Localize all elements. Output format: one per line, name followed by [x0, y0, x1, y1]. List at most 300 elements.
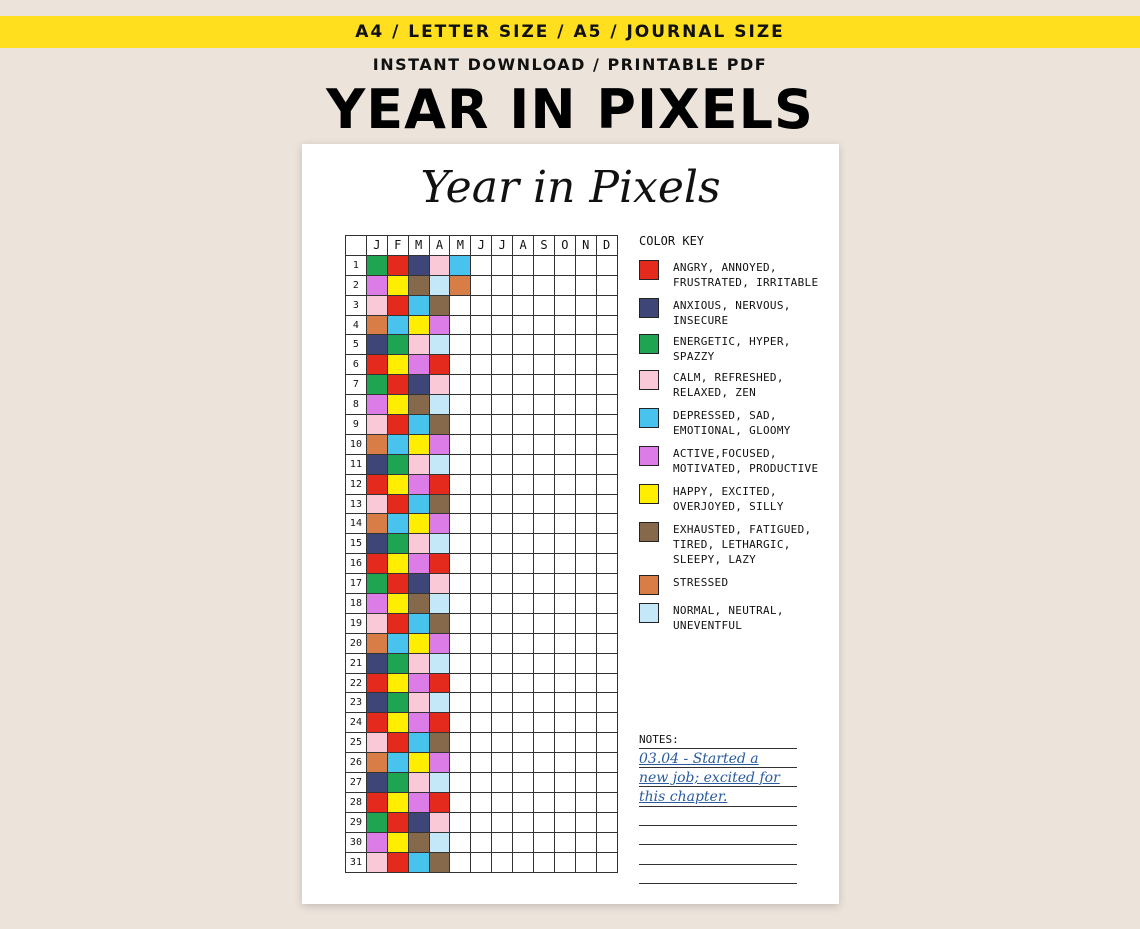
- pixel-cell[interactable]: [492, 693, 513, 713]
- pixel-cell[interactable]: [408, 812, 429, 832]
- pixel-cell[interactable]: [596, 554, 617, 574]
- pixel-cell[interactable]: [387, 832, 408, 852]
- pixel-cell[interactable]: [429, 395, 450, 415]
- pixel-cell[interactable]: [492, 653, 513, 673]
- pixel-cell[interactable]: [513, 355, 534, 375]
- pixel-cell[interactable]: [596, 255, 617, 275]
- pixel-cell[interactable]: [366, 554, 387, 574]
- pixel-cell[interactable]: [471, 355, 492, 375]
- pixel-cell[interactable]: [387, 773, 408, 793]
- pixel-cell[interactable]: [366, 355, 387, 375]
- pixel-cell[interactable]: [554, 792, 575, 812]
- pixel-cell[interactable]: [366, 434, 387, 454]
- pixel-cell[interactable]: [408, 693, 429, 713]
- pixel-cell[interactable]: [408, 275, 429, 295]
- pixel-cell[interactable]: [596, 415, 617, 435]
- pixel-cell[interactable]: [429, 852, 450, 872]
- pixel-cell[interactable]: [408, 673, 429, 693]
- pixel-cell[interactable]: [513, 375, 534, 395]
- pixel-cell[interactable]: [450, 275, 471, 295]
- pixel-cell[interactable]: [366, 693, 387, 713]
- pixel-cell[interactable]: [575, 454, 596, 474]
- pixel-cell[interactable]: [408, 375, 429, 395]
- pixel-cell[interactable]: [429, 534, 450, 554]
- pixel-cell[interactable]: [429, 335, 450, 355]
- pixel-cell[interactable]: [471, 514, 492, 534]
- pixel-cell[interactable]: [471, 434, 492, 454]
- pixel-cell[interactable]: [408, 335, 429, 355]
- pixel-cell[interactable]: [554, 613, 575, 633]
- pixel-cell[interactable]: [450, 474, 471, 494]
- pixel-cell[interactable]: [596, 494, 617, 514]
- pixel-cell[interactable]: [450, 534, 471, 554]
- pixel-cell[interactable]: [575, 852, 596, 872]
- pixel-cell[interactable]: [429, 812, 450, 832]
- pixel-cell[interactable]: [575, 514, 596, 534]
- pixel-cell[interactable]: [408, 415, 429, 435]
- pixel-cell[interactable]: [408, 355, 429, 375]
- pixel-cell[interactable]: [575, 673, 596, 693]
- pixel-cell[interactable]: [366, 275, 387, 295]
- pixel-cell[interactable]: [387, 713, 408, 733]
- pixel-cell[interactable]: [534, 395, 555, 415]
- pixel-cell[interactable]: [575, 315, 596, 335]
- pixel-cell[interactable]: [513, 773, 534, 793]
- pixel-cell[interactable]: [429, 514, 450, 534]
- pixel-cell[interactable]: [596, 514, 617, 534]
- pixel-cell[interactable]: [471, 673, 492, 693]
- pixel-cell[interactable]: [596, 335, 617, 355]
- pixel-cell[interactable]: [471, 613, 492, 633]
- pixel-cell[interactable]: [408, 315, 429, 335]
- pixel-cell[interactable]: [408, 574, 429, 594]
- pixel-cell[interactable]: [596, 733, 617, 753]
- pixel-cell[interactable]: [408, 494, 429, 514]
- pixel-cell[interactable]: [387, 733, 408, 753]
- pixel-cell[interactable]: [534, 454, 555, 474]
- pixel-cell[interactable]: [492, 295, 513, 315]
- pixel-cell[interactable]: [450, 852, 471, 872]
- pixel-cell[interactable]: [471, 415, 492, 435]
- pixel-cell[interactable]: [513, 574, 534, 594]
- pixel-cell[interactable]: [450, 395, 471, 415]
- pixel-cell[interactable]: [575, 295, 596, 315]
- pixel-cell[interactable]: [554, 673, 575, 693]
- pixel-cell[interactable]: [513, 653, 534, 673]
- pixel-cell[interactable]: [575, 335, 596, 355]
- pixel-cell[interactable]: [450, 514, 471, 534]
- pixel-cell[interactable]: [429, 753, 450, 773]
- pixel-cell[interactable]: [408, 434, 429, 454]
- pixel-cell[interactable]: [387, 255, 408, 275]
- pixel-cell[interactable]: [366, 633, 387, 653]
- pixel-cell[interactable]: [554, 594, 575, 614]
- pixel-cell[interactable]: [554, 454, 575, 474]
- pixel-cell[interactable]: [534, 852, 555, 872]
- pixel-cell[interactable]: [450, 315, 471, 335]
- pixel-cell[interactable]: [408, 395, 429, 415]
- pixel-cell[interactable]: [366, 514, 387, 534]
- pixel-cell[interactable]: [554, 355, 575, 375]
- pixel-cell[interactable]: [408, 454, 429, 474]
- pixel-cell[interactable]: [513, 693, 534, 713]
- pixel-cell[interactable]: [492, 275, 513, 295]
- pixel-cell[interactable]: [575, 375, 596, 395]
- pixel-cell[interactable]: [471, 832, 492, 852]
- pixel-cell[interactable]: [492, 832, 513, 852]
- pixel-cell[interactable]: [408, 753, 429, 773]
- pixel-cell[interactable]: [366, 594, 387, 614]
- pixel-cell[interactable]: [408, 852, 429, 872]
- pixel-cell[interactable]: [387, 494, 408, 514]
- pixel-cell[interactable]: [534, 295, 555, 315]
- pixel-cell[interactable]: [596, 773, 617, 793]
- pixel-cell[interactable]: [575, 613, 596, 633]
- pixel-cell[interactable]: [429, 792, 450, 812]
- pixel-cell[interactable]: [554, 494, 575, 514]
- pixel-cell[interactable]: [554, 315, 575, 335]
- pixel-cell[interactable]: [554, 653, 575, 673]
- pixel-cell[interactable]: [575, 753, 596, 773]
- pixel-cell[interactable]: [596, 653, 617, 673]
- pixel-cell[interactable]: [513, 812, 534, 832]
- pixel-cell[interactable]: [408, 713, 429, 733]
- pixel-cell[interactable]: [366, 713, 387, 733]
- pixel-cell[interactable]: [408, 554, 429, 574]
- pixel-cell[interactable]: [429, 355, 450, 375]
- pixel-cell[interactable]: [492, 255, 513, 275]
- pixel-cell[interactable]: [366, 852, 387, 872]
- pixel-cell[interactable]: [408, 773, 429, 793]
- pixel-cell[interactable]: [471, 375, 492, 395]
- pixel-cell[interactable]: [366, 792, 387, 812]
- pixel-cell[interactable]: [387, 295, 408, 315]
- pixel-cell[interactable]: [450, 633, 471, 653]
- pixel-cell[interactable]: [366, 673, 387, 693]
- pixel-cell[interactable]: [575, 792, 596, 812]
- pixel-cell[interactable]: [366, 315, 387, 335]
- pixel-cell[interactable]: [450, 454, 471, 474]
- pixel-cell[interactable]: [534, 375, 555, 395]
- pixel-cell[interactable]: [408, 653, 429, 673]
- pixel-cell[interactable]: [554, 574, 575, 594]
- pixel-cell[interactable]: [554, 773, 575, 793]
- pixel-cell[interactable]: [596, 753, 617, 773]
- pixel-cell[interactable]: [534, 335, 555, 355]
- pixel-cell[interactable]: [450, 415, 471, 435]
- pixel-cell[interactable]: [596, 613, 617, 633]
- pixel-cell[interactable]: [554, 852, 575, 872]
- pixel-cell[interactable]: [554, 275, 575, 295]
- pixel-cell[interactable]: [513, 832, 534, 852]
- pixel-cell[interactable]: [450, 773, 471, 793]
- pixel-cell[interactable]: [387, 355, 408, 375]
- pixel-cell[interactable]: [534, 355, 555, 375]
- pixel-cell[interactable]: [534, 792, 555, 812]
- pixel-cell[interactable]: [513, 474, 534, 494]
- pixel-cell[interactable]: [575, 812, 596, 832]
- pixel-cell[interactable]: [575, 395, 596, 415]
- pixel-cell[interactable]: [429, 693, 450, 713]
- pixel-cell[interactable]: [471, 713, 492, 733]
- pixel-cell[interactable]: [450, 355, 471, 375]
- pixel-cell[interactable]: [554, 733, 575, 753]
- pixel-cell[interactable]: [575, 494, 596, 514]
- pixel-cell[interactable]: [471, 335, 492, 355]
- pixel-cell[interactable]: [366, 375, 387, 395]
- pixel-cell[interactable]: [366, 395, 387, 415]
- pixel-cell[interactable]: [596, 534, 617, 554]
- pixel-cell[interactable]: [534, 653, 555, 673]
- pixel-cell[interactable]: [492, 355, 513, 375]
- pixel-cell[interactable]: [471, 315, 492, 335]
- pixel-cell[interactable]: [534, 832, 555, 852]
- pixel-cell[interactable]: [596, 355, 617, 375]
- pixel-cell[interactable]: [554, 633, 575, 653]
- pixel-cell[interactable]: [366, 474, 387, 494]
- pixel-cell[interactable]: [534, 315, 555, 335]
- pixel-cell[interactable]: [596, 315, 617, 335]
- pixel-cell[interactable]: [596, 693, 617, 713]
- pixel-cell[interactable]: [513, 275, 534, 295]
- pixel-cell[interactable]: [429, 295, 450, 315]
- pixel-cell[interactable]: [513, 753, 534, 773]
- pixel-cell[interactable]: [534, 753, 555, 773]
- pixel-cell[interactable]: [387, 673, 408, 693]
- pixel-cell[interactable]: [575, 255, 596, 275]
- pixel-cell[interactable]: [596, 852, 617, 872]
- pixel-cell[interactable]: [387, 753, 408, 773]
- pixel-cell[interactable]: [492, 395, 513, 415]
- pixel-cell[interactable]: [387, 812, 408, 832]
- pixel-cell[interactable]: [596, 673, 617, 693]
- pixel-cell[interactable]: [492, 852, 513, 872]
- pixel-cell[interactable]: [575, 773, 596, 793]
- pixel-cell[interactable]: [575, 832, 596, 852]
- pixel-cell[interactable]: [513, 494, 534, 514]
- pixel-cell[interactable]: [596, 275, 617, 295]
- pixel-cell[interactable]: [429, 275, 450, 295]
- pixel-cell[interactable]: [429, 474, 450, 494]
- pixel-cell[interactable]: [471, 295, 492, 315]
- pixel-cell[interactable]: [534, 275, 555, 295]
- pixel-cell[interactable]: [429, 653, 450, 673]
- pixel-cell[interactable]: [575, 415, 596, 435]
- pixel-cell[interactable]: [450, 255, 471, 275]
- pixel-cell[interactable]: [366, 812, 387, 832]
- pixel-cell[interactable]: [450, 792, 471, 812]
- pixel-cell[interactable]: [429, 375, 450, 395]
- pixel-cell[interactable]: [387, 693, 408, 713]
- pixel-cell[interactable]: [408, 534, 429, 554]
- pixel-cell[interactable]: [366, 415, 387, 435]
- pixel-cell[interactable]: [534, 474, 555, 494]
- pixel-cell[interactable]: [387, 574, 408, 594]
- pixel-cell[interactable]: [471, 594, 492, 614]
- pixel-cell[interactable]: [408, 633, 429, 653]
- pixel-cell[interactable]: [513, 395, 534, 415]
- pixel-cell[interactable]: [513, 534, 534, 554]
- pixel-cell[interactable]: [596, 474, 617, 494]
- pixel-cell[interactable]: [554, 832, 575, 852]
- pixel-cell[interactable]: [492, 494, 513, 514]
- pixel-cell[interactable]: [429, 773, 450, 793]
- pixel-cell[interactable]: [408, 514, 429, 534]
- pixel-cell[interactable]: [408, 832, 429, 852]
- pixel-cell[interactable]: [554, 395, 575, 415]
- pixel-cell[interactable]: [387, 335, 408, 355]
- pixel-cell[interactable]: [513, 255, 534, 275]
- pixel-cell[interactable]: [534, 693, 555, 713]
- pixel-cell[interactable]: [408, 613, 429, 633]
- pixel-cell[interactable]: [471, 852, 492, 872]
- pixel-cell[interactable]: [450, 434, 471, 454]
- pixel-cell[interactable]: [387, 474, 408, 494]
- pixel-cell[interactable]: [554, 474, 575, 494]
- pixel-cell[interactable]: [575, 474, 596, 494]
- pixel-cell[interactable]: [450, 295, 471, 315]
- pixel-cell[interactable]: [429, 554, 450, 574]
- pixel-cell[interactable]: [387, 852, 408, 872]
- pixel-cell[interactable]: [534, 574, 555, 594]
- pixel-cell[interactable]: [366, 335, 387, 355]
- pixel-cell[interactable]: [575, 713, 596, 733]
- pixel-cell[interactable]: [492, 594, 513, 614]
- pixel-cell[interactable]: [387, 434, 408, 454]
- pixel-cell[interactable]: [429, 594, 450, 614]
- pixel-cell[interactable]: [534, 494, 555, 514]
- pixel-cell[interactable]: [429, 713, 450, 733]
- pixel-cell[interactable]: [450, 832, 471, 852]
- pixel-cell[interactable]: [492, 733, 513, 753]
- pixel-cell[interactable]: [429, 415, 450, 435]
- pixel-cell[interactable]: [429, 733, 450, 753]
- pixel-cell[interactable]: [492, 773, 513, 793]
- pixel-cell[interactable]: [366, 753, 387, 773]
- pixel-cell[interactable]: [366, 733, 387, 753]
- pixel-cell[interactable]: [492, 633, 513, 653]
- pixel-cell[interactable]: [450, 494, 471, 514]
- pixel-cell[interactable]: [575, 633, 596, 653]
- pixel-cell[interactable]: [429, 434, 450, 454]
- pixel-cell[interactable]: [575, 693, 596, 713]
- pixel-cell[interactable]: [429, 673, 450, 693]
- pixel-cell[interactable]: [575, 534, 596, 554]
- pixel-cell[interactable]: [492, 375, 513, 395]
- pixel-cell[interactable]: [450, 594, 471, 614]
- pixel-cell[interactable]: [492, 554, 513, 574]
- pixel-cell[interactable]: [366, 295, 387, 315]
- pixel-cell[interactable]: [429, 494, 450, 514]
- pixel-cell[interactable]: [513, 852, 534, 872]
- pixel-cell[interactable]: [387, 315, 408, 335]
- pixel-cell[interactable]: [366, 613, 387, 633]
- pixel-cell[interactable]: [513, 315, 534, 335]
- pixel-cell[interactable]: [596, 454, 617, 474]
- pixel-cell[interactable]: [513, 454, 534, 474]
- pixel-cell[interactable]: [450, 335, 471, 355]
- pixel-cell[interactable]: [471, 474, 492, 494]
- pixel-cell[interactable]: [534, 534, 555, 554]
- pixel-cell[interactable]: [513, 792, 534, 812]
- pixel-cell[interactable]: [554, 295, 575, 315]
- pixel-cell[interactable]: [513, 514, 534, 534]
- pixel-cell[interactable]: [366, 773, 387, 793]
- pixel-cell[interactable]: [596, 574, 617, 594]
- pixel-cell[interactable]: [387, 534, 408, 554]
- pixel-cell[interactable]: [513, 633, 534, 653]
- pixel-cell[interactable]: [471, 395, 492, 415]
- pixel-cell[interactable]: [429, 633, 450, 653]
- pixel-cell[interactable]: [534, 812, 555, 832]
- pixel-cell[interactable]: [408, 255, 429, 275]
- pixel-cell[interactable]: [575, 355, 596, 375]
- pixel-cell[interactable]: [408, 792, 429, 812]
- pixel-cell[interactable]: [575, 733, 596, 753]
- pixel-cell[interactable]: [366, 255, 387, 275]
- pixel-cell[interactable]: [554, 255, 575, 275]
- pixel-cell[interactable]: [366, 454, 387, 474]
- pixel-cell[interactable]: [366, 832, 387, 852]
- pixel-cell[interactable]: [450, 653, 471, 673]
- pixel-cell[interactable]: [596, 812, 617, 832]
- pixel-cell[interactable]: [366, 653, 387, 673]
- pixel-cell[interactable]: [513, 673, 534, 693]
- pixel-cell[interactable]: [596, 633, 617, 653]
- pixel-cell[interactable]: [366, 494, 387, 514]
- pixel-cell[interactable]: [387, 514, 408, 534]
- pixel-cell[interactable]: [492, 514, 513, 534]
- pixel-cell[interactable]: [450, 673, 471, 693]
- pixel-cell[interactable]: [471, 773, 492, 793]
- pixel-cell[interactable]: [534, 434, 555, 454]
- pixel-cell[interactable]: [596, 594, 617, 614]
- pixel-cell[interactable]: [450, 713, 471, 733]
- pixel-cell[interactable]: [596, 832, 617, 852]
- pixel-cell[interactable]: [534, 415, 555, 435]
- pixel-cell[interactable]: [429, 255, 450, 275]
- pixel-cell[interactable]: [596, 713, 617, 733]
- pixel-cell[interactable]: [492, 335, 513, 355]
- pixel-cell[interactable]: [471, 574, 492, 594]
- pixel-cell[interactable]: [387, 415, 408, 435]
- pixel-cell[interactable]: [408, 295, 429, 315]
- pixel-cell[interactable]: [450, 733, 471, 753]
- pixel-cell[interactable]: [387, 454, 408, 474]
- pixel-cell[interactable]: [534, 733, 555, 753]
- pixel-cell[interactable]: [492, 454, 513, 474]
- pixel-cell[interactable]: [387, 275, 408, 295]
- pixel-cell[interactable]: [554, 812, 575, 832]
- pixel-cell[interactable]: [596, 375, 617, 395]
- pixel-cell[interactable]: [429, 454, 450, 474]
- pixel-cell[interactable]: [534, 255, 555, 275]
- pixel-cell[interactable]: [575, 653, 596, 673]
- pixel-cell[interactable]: [408, 733, 429, 753]
- pixel-cell[interactable]: [596, 395, 617, 415]
- pixel-cell[interactable]: [575, 434, 596, 454]
- pixel-cell[interactable]: [450, 554, 471, 574]
- pixel-cell[interactable]: [450, 375, 471, 395]
- pixel-cell[interactable]: [492, 812, 513, 832]
- pixel-cell[interactable]: [513, 415, 534, 435]
- pixel-cell[interactable]: [534, 713, 555, 733]
- pixel-cell[interactable]: [554, 693, 575, 713]
- pixel-cell[interactable]: [387, 395, 408, 415]
- pixel-cell[interactable]: [534, 594, 555, 614]
- pixel-cell[interactable]: [492, 613, 513, 633]
- pixel-cell[interactable]: [534, 673, 555, 693]
